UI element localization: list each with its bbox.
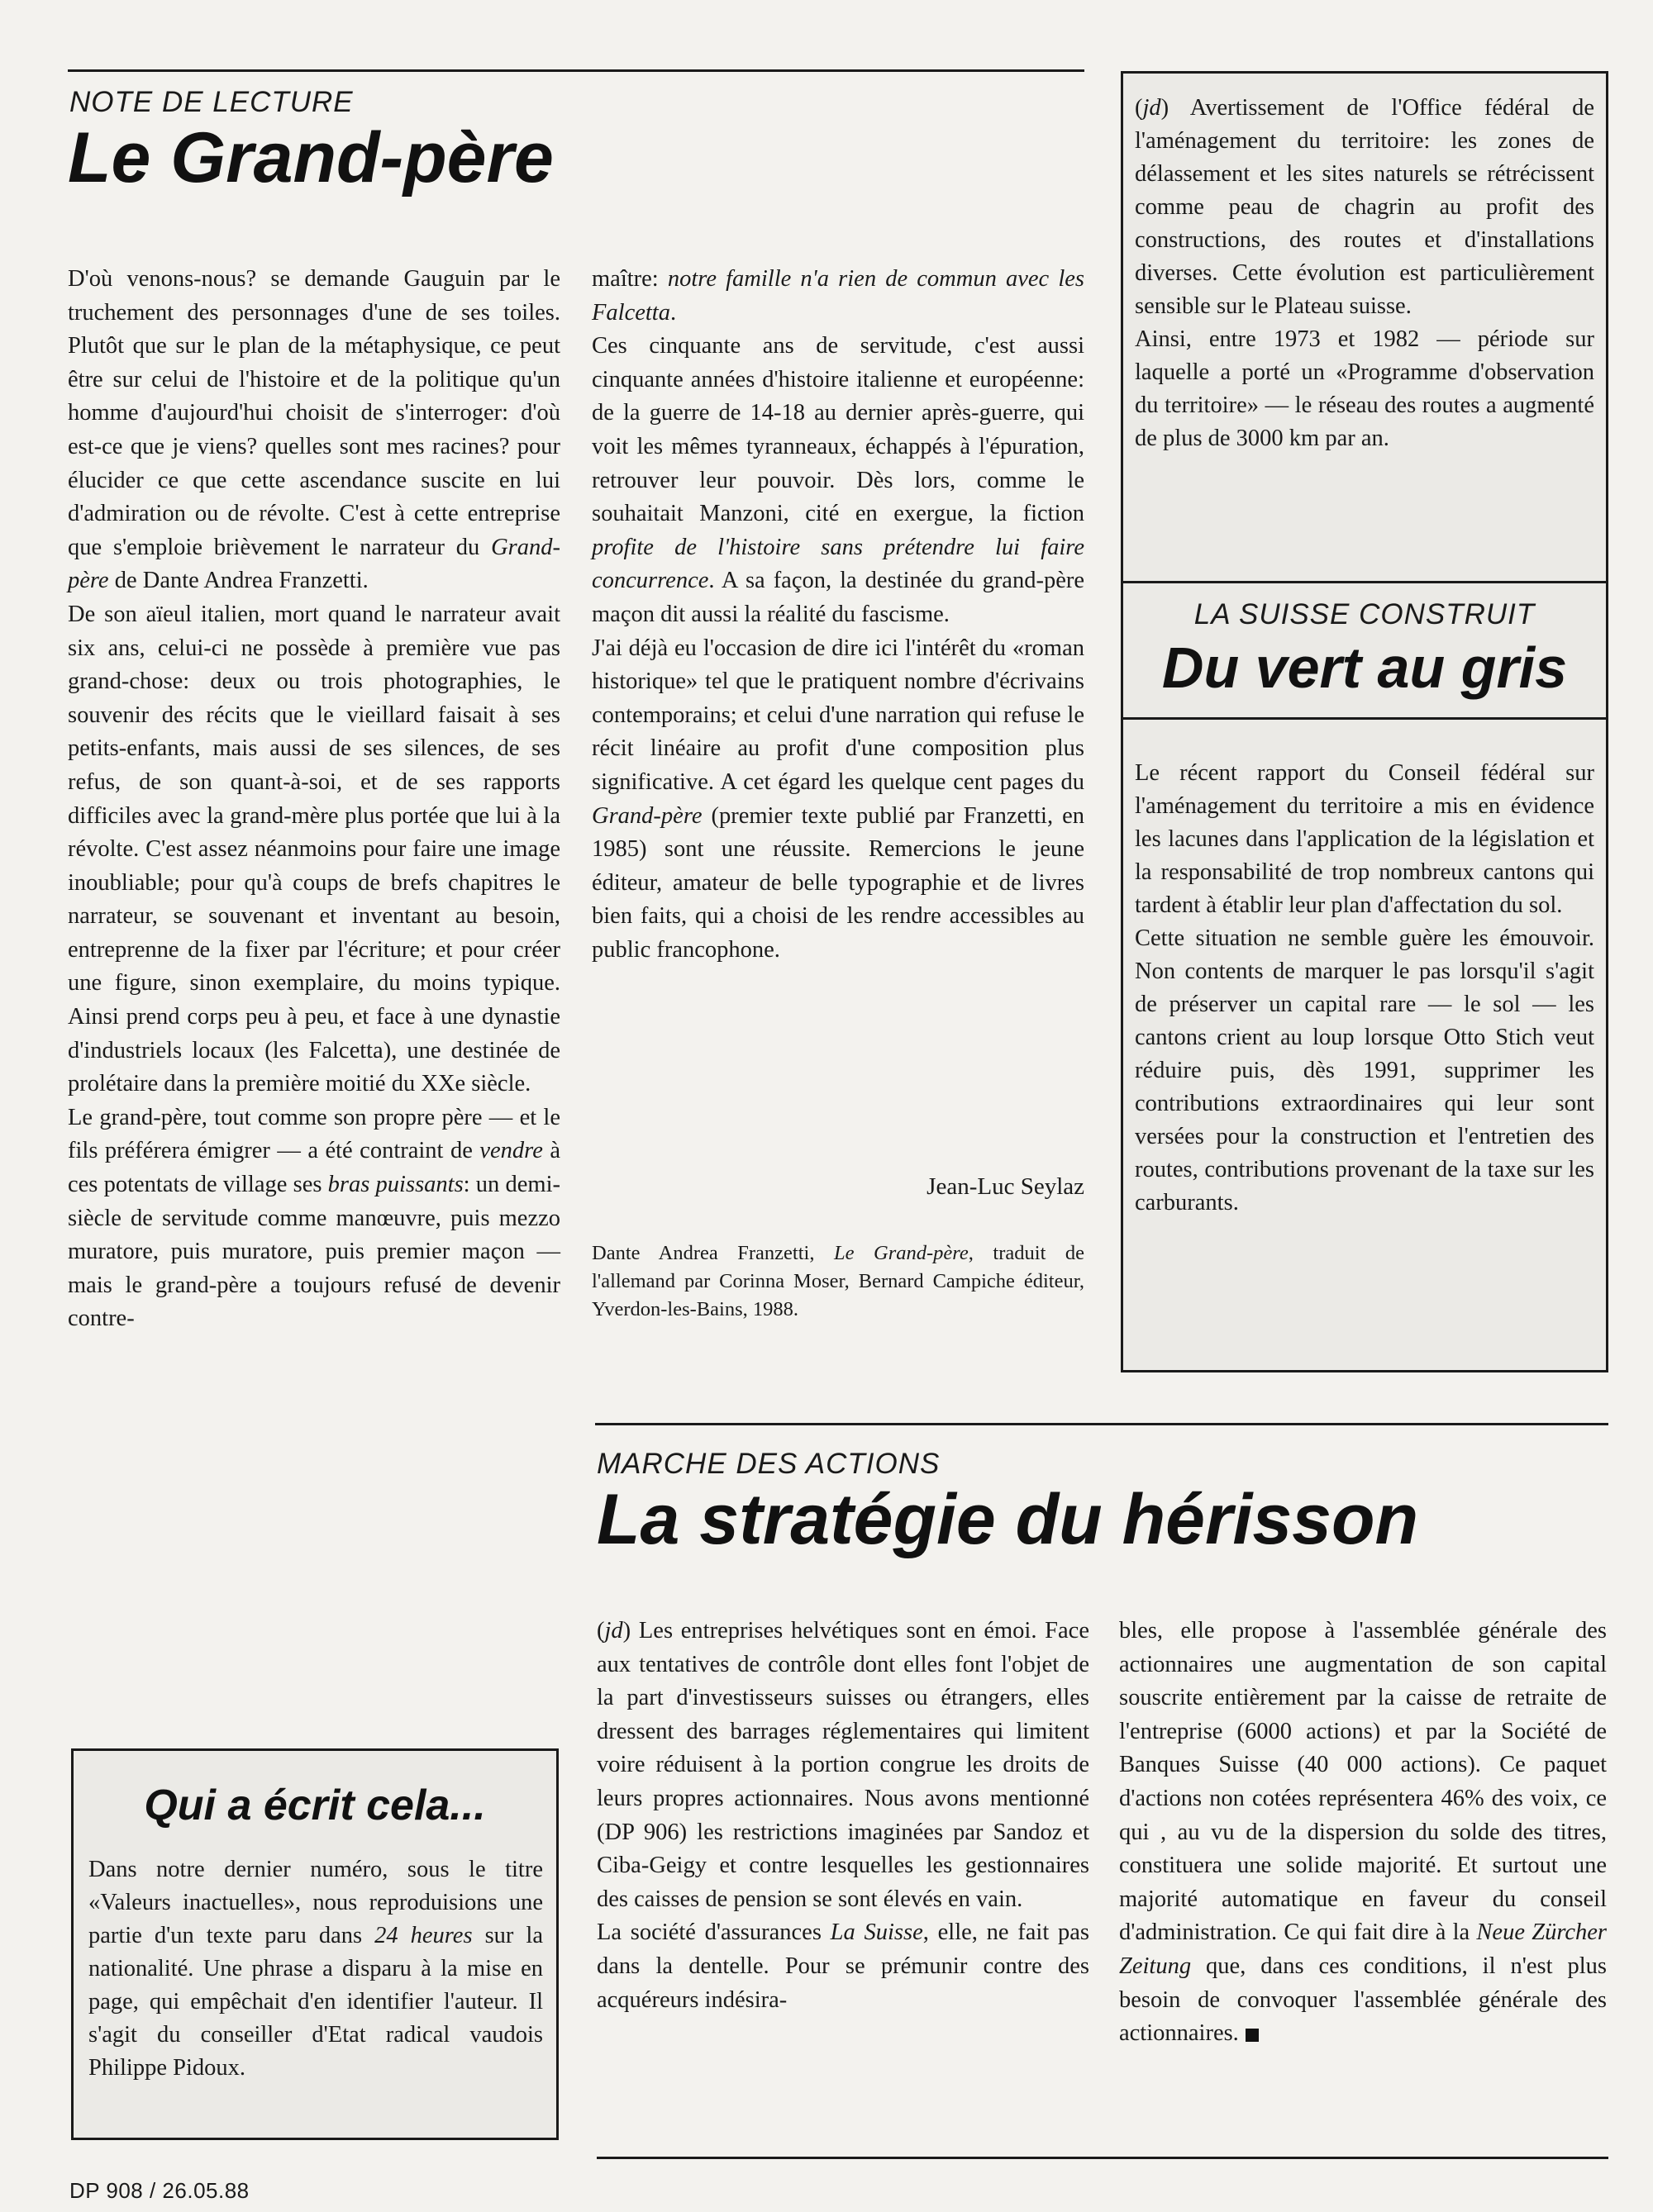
text-span: , elle, ne fait pas dans la dentelle. Pour se prémunir contre des acquéreurs indésira- — [597, 1919, 1089, 2013]
qui-title: Qui a écrit cela... — [144, 1781, 486, 1829]
italic-span: profite de l'histoire sans prétendre lui faire concurrence — [592, 534, 1084, 594]
end-mark-icon — [1246, 2029, 1259, 2042]
text-span: La société d'assurances — [597, 1919, 831, 1946]
paragraph — [1119, 1615, 1607, 2051]
top-rule — [68, 69, 1084, 72]
text-span: Dante Andrea Franzetti, — [592, 1242, 834, 1264]
text-span: : un demi-siècle de servitude comme manœuvre, puis mezzo muratore, puis muratore, puis premier maçon — mais le grand-père a toujours refusé de devenir contre- — [68, 1172, 560, 1332]
paragraph — [597, 1916, 1089, 2017]
bottom-rule — [597, 2157, 1608, 2159]
actions-kicker: MARCHE DES ACTIONS — [597, 1448, 941, 1480]
italic-span: jd — [604, 1618, 623, 1644]
italic-span: Grand-père — [592, 802, 703, 829]
issue-footer: DP 908 / 26.05.88 — [69, 2178, 250, 2203]
paragraph — [68, 598, 560, 1101]
italic-span: jd — [1142, 95, 1161, 121]
text-span: Ces cinquante ans de servitude, c'est aussi cinquante années d'histoire italienne et européenne: de la guerre de 14-18 au dernier après-guerre, qui voit les mêmes tyranneaux, échappés à l'épuration, retrouver leur pouvoir. Dès lors, comme le souhaitait Manzoni, cité en exergue, la fiction — [592, 333, 1084, 527]
note-credit — [592, 1239, 1084, 1324]
text-span: de Dante Andrea Franzetti. — [108, 568, 369, 594]
note-column-1 — [68, 263, 560, 1336]
paragraph — [68, 263, 560, 598]
text-span: Cette situation ne semble guère les émouvoir. Non contents de marquer le pas lorsqu'il s'agit de préserver un capital rare — le sol — les cantons crient au loup lorsque Otto Stich veut réduire puis, dès 1991, supprimer les contributions extraordinaires qui leur sont versées pour la construction et l'entretien des routes, contributions provenant de la taxe sur les carburants. — [1135, 925, 1594, 1215]
italic-span: vendre — [479, 1138, 543, 1164]
note-column-2 — [592, 263, 1084, 967]
italic-span: Le Grand-père — [834, 1242, 969, 1264]
note-signature: Jean-Luc Seylaz — [927, 1173, 1084, 1200]
paragraph — [592, 330, 1084, 631]
paragraph — [68, 1101, 560, 1336]
note-title: Le Grand-père — [68, 118, 554, 197]
suisse-kicker: LA SUISSE CONSTRUIT — [1193, 598, 1536, 630]
text-span: . A sa façon, la destinée du grand-père maçon dit aussi la réalité du fascisme. — [592, 568, 1084, 627]
text-span: ( — [1135, 95, 1143, 121]
text-span: D'où venons-nous? se demande Gauguin par le truchement des personnages d'une de ses toiles. Plutôt que sur le plan de la métaphysique, ce peut être sur celui de l'histoire et de la politique qu'un homme d'aujourd'hui choisit de s'interroger: d'où est-ce que je viens? quelles sont mes racines? pour élucider ce que cette ascendance suscite en lui d'admiration ou de révolte. C'est à cette entreprise que s'emploie brièvement le narrateur du — [68, 266, 560, 560]
text-span: maître: — [592, 266, 668, 292]
text-span: sur la nationalité. Une phrase a disparu à la mise en page, qui empêchait d'en identifier l'auteur. Il s'agit du conseiller d'Etat radical vaudois Philippe Pidoux. — [88, 1923, 543, 2081]
text-span: , traduit de l'allemand par Corinna Moser, Bernard Campiche éditeur, Yverdon-les-Bains, 1988. — [592, 1242, 1085, 1320]
sidebar-top-box — [1121, 71, 1608, 583]
italic-span: La Suisse — [830, 1919, 923, 1946]
text-span: ) Les entreprises helvétiques sont en émoi. Face aux tentatives de contrôle dont elles font l'objet de la part d'investisseurs suisses ou étrangers, elles dressent des barrages réglementaires qui limitent voire réduisent à la portion congrue les droits de leurs propres actionnaires. Nous avons mentionné (DP 906) les restrictions imaginées par Sandoz et Ciba-Geigy et contre lesquelles les gestionnaires des caisses de pension se sont élevés en vain. — [597, 1618, 1089, 1912]
paragraph — [597, 1615, 1089, 1916]
text-span: J'ai déjà eu l'occasion de dire ici l'intérêt du «roman historique» tel que le pratiquent nombre d'écrivains contemporains; et celui d'une narration qui refuse le récit linéaire au profit d'une composition plus significative. A cet égard les quelque cent pages du — [592, 635, 1084, 795]
suisse-text — [1135, 757, 1594, 1220]
text-span: que, dans ces conditions, il n'est plus besoin de convoquer l'assemblée générale des actionnaires. — [1119, 1953, 1607, 2047]
suisse-title: Du vert au gris — [1161, 635, 1568, 700]
text-span: bles, elle propose à l'assemblée générale des actionnaires une augmentation de son capital souscrite entièrement par la caisse de retraite de l'entreprise (6000 actions) et par la Société de Banques Suisse (40 000 actions). Ce paquet d'actions non cotées représentera 46% des voix, ce qui , au vu de la dispersion du solde des titres, constituera une solide majorité. Et surtout une majorité automatique en faveur du conseil d'administration. Ce qui fait dire à la — [1119, 1618, 1607, 1946]
text-span: Dans notre dernier numéro, sous le titre «Valeurs inactuelles», nous reproduisions une partie d'un texte paru dans — [88, 1857, 543, 1948]
actions-column-2 — [1119, 1615, 1607, 2051]
actions-column-1 — [597, 1615, 1089, 2017]
paragraph — [1135, 323, 1594, 455]
italic-span: notre famille n'a rien de commun avec les Falcetta — [592, 266, 1084, 326]
text-span: Le grand-père, tout comme son propre père — et le fils préférera émigrer — a été contraint de — [68, 1104, 560, 1164]
text-span: (premier texte publié par Franzetti, en 1985) sont une réussite. Remercions le jeune éditeur, amateur de belle typographie et de livres bien faits, qui a choisi de les rendre accessibles au public francophone. — [592, 802, 1084, 963]
qui-box — [71, 1748, 559, 2140]
text-span: . — [669, 299, 677, 326]
text-span: Ainsi, entre 1973 et 1982 — période sur laquelle a porté un «Programme d'observation du territoire» — le réseau des routes a augmenté de plus de 3000 km par an. — [1135, 326, 1594, 451]
paragraph — [592, 632, 1084, 968]
text-span: à ces potentats de village ses — [68, 1138, 560, 1198]
suisse-divider — [1123, 717, 1606, 720]
qui-text — [88, 1853, 543, 2085]
italic-span: bras puissants — [327, 1172, 464, 1198]
text-span: ( — [597, 1618, 605, 1644]
italic-span: 24 heures — [374, 1923, 473, 1948]
actions-title: La stratégie du hérisson — [597, 1480, 1419, 1559]
note-kicker: NOTE DE LECTURE — [69, 86, 354, 118]
sidebar-top-text — [1135, 92, 1594, 455]
italic-span: Neue Zürcher Zeitung — [1119, 1919, 1607, 1979]
paragraph — [592, 263, 1084, 330]
actions-top-rule — [595, 1423, 1608, 1425]
paragraph — [88, 1853, 543, 2085]
suisse-box — [1121, 581, 1608, 1372]
paragraph — [1135, 757, 1594, 922]
text-span: De son aïeul italien, mort quand le narrateur avait six ans, celui-ci ne possède à première vue pas grand-chose: deux ou trois photographies, le souvenir des récits que le vieillard faisait à ses petits-enfants, mais aussi de ses silences, de ses refus, de son quant-à-soi, et de ses rapports difficiles avec la grand-mère plus portée que lui à la révolte. C'est assez néanmoins pour faire une image inoubliable; pour qu'à coups de brefs chapitres le narrateur, se souvenant et inventant au besoin, entreprenne de la fixer par l'écriture; et pour créer une figure, sinon exemplaire, du moins typique. Ainsi prend corps peu à peu, et face à une dynastie d'industriels locaux (les Falcetta), une destinée de prolétaire dans la première moitié du XXe siècle. — [68, 601, 560, 1097]
paragraph — [1135, 922, 1594, 1220]
text-span: Le récent rapport du Conseil fédéral sur l'aménagement du territoire a mis en évidence les lacunes dans l'application de la législation et la responsabilité de trop nombreux cantons qui tardent à établir leur plan d'affectation du sol. — [1135, 760, 1594, 918]
paragraph — [1135, 92, 1594, 323]
italic-span: Grand-père — [68, 534, 560, 594]
text-span: ) Avertissement de l'Office fédéral de l'aménagement du territoire: les zones de délassement et les sites naturels se rétrécissent comme peau de chagrin au profit des constructions, des routes et d'installations diverses. Cette évolution est particulièrement sensible sur le Plateau suisse. — [1135, 95, 1594, 319]
